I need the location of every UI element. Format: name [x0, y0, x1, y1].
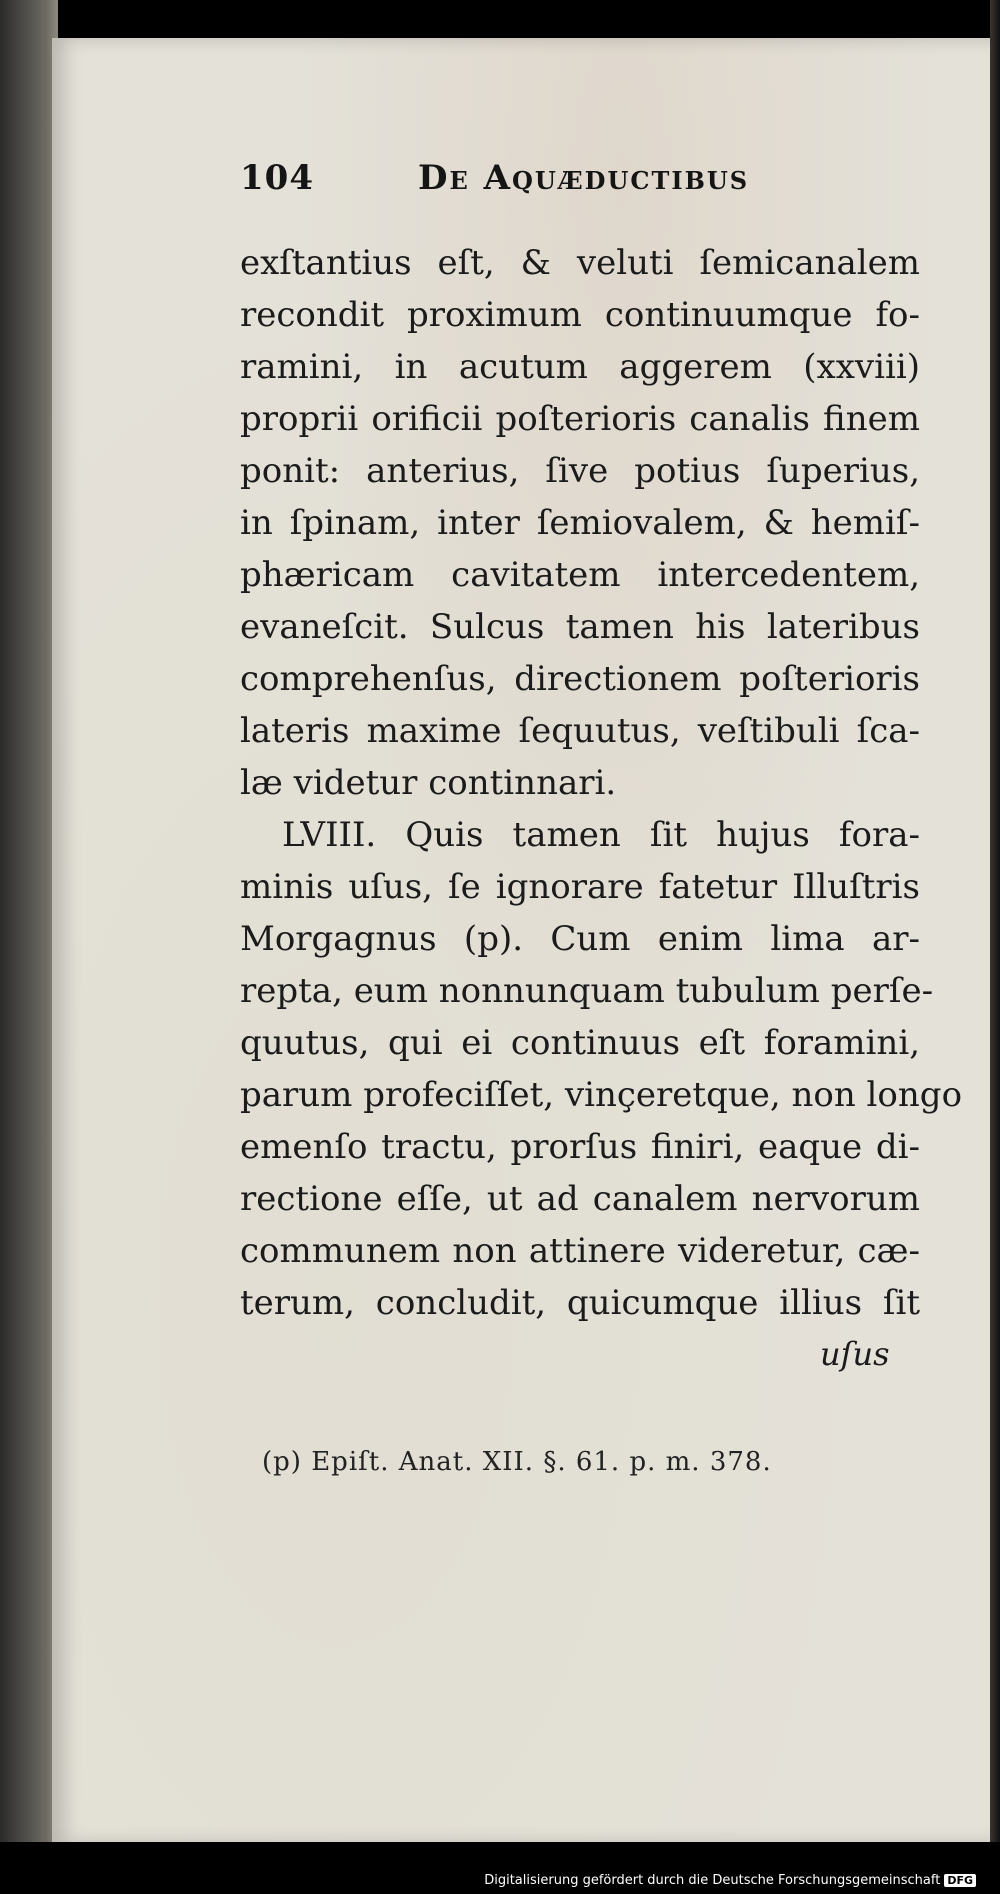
text-line: phæricam cavitatem intercedentem, — [240, 555, 920, 595]
text-line: recondit proximum continuumque fo- — [240, 295, 920, 335]
text-line: lateris maxime ſequutus, veſtibuli ſca- — [240, 711, 920, 751]
page-number: 104 — [240, 158, 314, 198]
text-line: proprii orificii poſterioris canalis finem — [240, 399, 920, 439]
text-line: evaneſcit. Sulcus tamen his lateribus — [240, 607, 920, 647]
footnote: (p) Epiſt. Anat. XII. §. 61. p. m. 378. — [262, 1447, 772, 1477]
text-line: Morgagnus (p). Cum enim lima ar- — [240, 919, 920, 959]
text-line: læ videtur continnari. — [240, 763, 617, 803]
page-right-edge — [990, 0, 1000, 1894]
text-line: ramini, in acutum aggerem (xxviii) — [240, 347, 920, 387]
text-line: parum profeciſſet, vinçeretque, non longo — [240, 1075, 963, 1115]
text-line: quutus, qui ei continuus eſt foramini, — [240, 1023, 920, 1063]
text-line: in ſpinam, inter ſemiovalem, & hemiſ- — [240, 503, 920, 543]
dfg-logo: DFG — [944, 1874, 976, 1887]
section-start-line: LVIII. Quis tamen ſit hujus fora- — [282, 815, 920, 855]
text-line: minis uſus, ſe ignorare fatetur Illuſtris — [240, 867, 920, 907]
digitization-credit — [484, 1873, 976, 1888]
text-line: comprehenſus, directionem poſterioris — [240, 659, 920, 699]
text-line: communem non attinere videretur, cæ- — [240, 1231, 920, 1271]
page-header — [240, 158, 760, 208]
running-head: De Aquæductibus — [418, 158, 750, 198]
text-line: emenſo tractu, prorſus finiri, eaque di- — [240, 1127, 920, 1167]
credit-text: Digitalisierung gefördert durch die Deutsche Forschungsgemeinschaft — [484, 1873, 941, 1888]
text-line: repta, eum nonnunquam tubulum perſe- — [240, 971, 934, 1011]
text-line: ponit: anterius, ſive potius ſuperius, — [240, 451, 920, 491]
catchword: uſus — [820, 1335, 890, 1373]
text-line: terum, concludit, quicumque illius ſit — [240, 1283, 920, 1323]
text-line: rectione eſſe, ut ad canalem nervorum — [240, 1179, 920, 1219]
text-line: exſtantius eſt, & veluti ſemicanalem — [240, 243, 920, 283]
book-spine-edge — [0, 0, 58, 1894]
